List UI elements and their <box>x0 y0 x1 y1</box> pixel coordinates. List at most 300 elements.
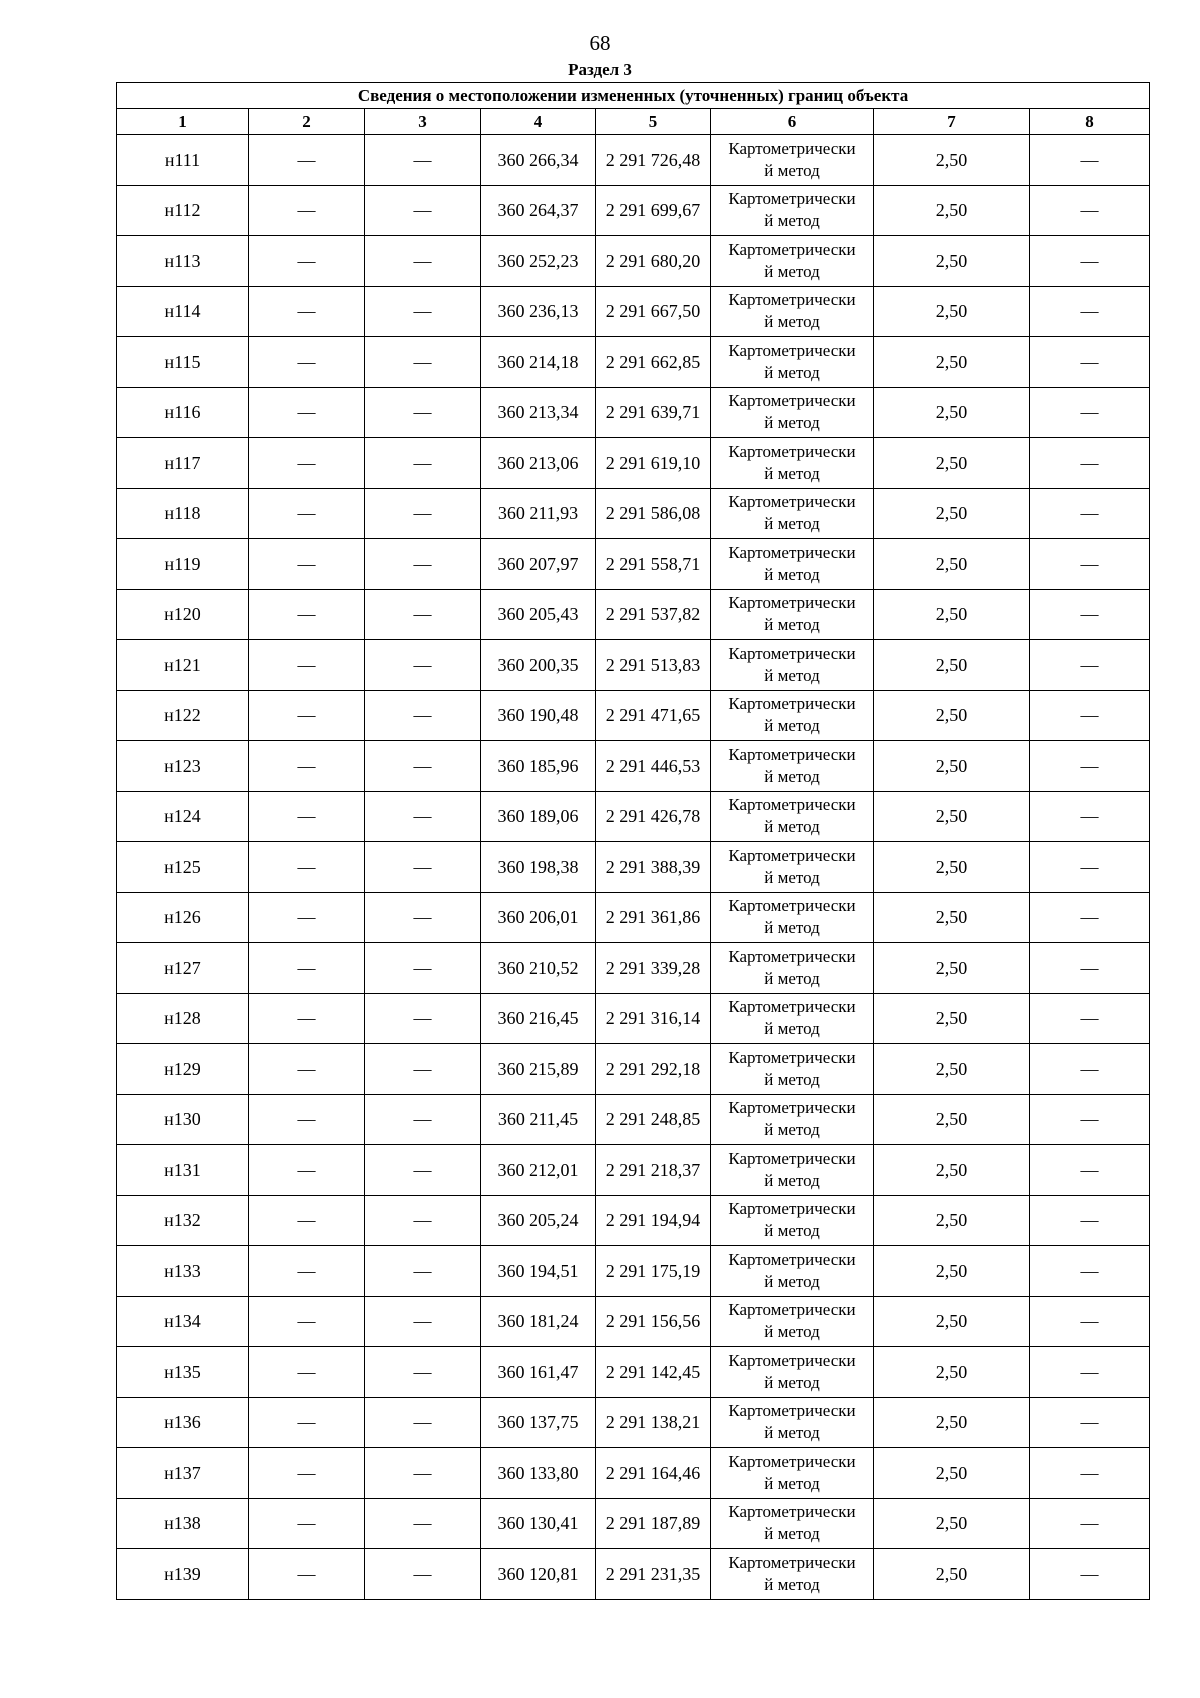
empty-cell: — <box>365 337 481 388</box>
method-line-1: Картометрически <box>728 391 856 411</box>
coordinate-y-cell: 2 291 138,21 <box>596 1397 711 1448</box>
accuracy-cell: 2,50 <box>874 135 1030 186</box>
empty-cell: — <box>365 286 481 337</box>
section-title: Раздел 3 <box>568 60 632 79</box>
coordinate-y-cell: 2 291 142,45 <box>596 1347 711 1398</box>
method-line-2: й метод <box>764 514 820 534</box>
empty-cell: — <box>249 791 365 842</box>
method-cell <box>711 640 874 691</box>
empty-cell: — <box>249 589 365 640</box>
method-cell <box>711 539 874 590</box>
method-line-2: й метод <box>764 1423 820 1443</box>
coordinate-x-cell: 360 213,34 <box>481 387 596 438</box>
method-cell <box>711 741 874 792</box>
empty-cell: — <box>365 1094 481 1145</box>
point-cell: н117 <box>117 438 249 489</box>
empty-cell: — <box>1030 791 1150 842</box>
coordinate-x-cell: 360 266,34 <box>481 135 596 186</box>
column-number: 5 <box>596 109 711 135</box>
column-number: 3 <box>365 109 481 135</box>
method-line-2: й метод <box>764 160 820 180</box>
empty-cell: — <box>1030 943 1150 994</box>
method-line-2: й метод <box>764 261 820 281</box>
method-line-2: й метод <box>764 1170 820 1190</box>
coordinate-x-cell: 360 210,52 <box>481 943 596 994</box>
accuracy-cell: 2,50 <box>874 1145 1030 1196</box>
empty-cell: — <box>365 438 481 489</box>
coordinate-x-cell: 360 181,24 <box>481 1296 596 1347</box>
empty-cell: — <box>1030 842 1150 893</box>
table-row <box>117 1145 1150 1196</box>
method-cell <box>711 791 874 842</box>
accuracy-cell: 2,50 <box>874 337 1030 388</box>
coordinate-x-cell: 360 215,89 <box>481 1044 596 1095</box>
empty-cell: — <box>249 286 365 337</box>
coordinate-y-cell: 2 291 187,89 <box>596 1498 711 1549</box>
table-row <box>117 791 1150 842</box>
table-row <box>117 539 1150 590</box>
accuracy-cell: 2,50 <box>874 1397 1030 1448</box>
empty-cell: — <box>1030 236 1150 287</box>
point-cell: н138 <box>117 1498 249 1549</box>
empty-cell: — <box>365 135 481 186</box>
method-line-1: Картометрически <box>728 795 856 815</box>
empty-cell: — <box>249 1094 365 1145</box>
point-cell: н125 <box>117 842 249 893</box>
point-cell: н128 <box>117 993 249 1044</box>
empty-cell: — <box>365 1246 481 1297</box>
table-row <box>117 236 1150 287</box>
empty-cell: — <box>365 993 481 1044</box>
empty-cell: — <box>365 1397 481 1448</box>
method-cell <box>711 1296 874 1347</box>
method-cell <box>711 1347 874 1398</box>
empty-cell: — <box>1030 438 1150 489</box>
table-row <box>117 387 1150 438</box>
table-row <box>117 337 1150 388</box>
empty-cell: — <box>249 387 365 438</box>
method-line-2: й метод <box>764 1019 820 1039</box>
method-line-2: й метод <box>764 211 820 231</box>
coordinate-x-cell: 360 189,06 <box>481 791 596 842</box>
accuracy-cell: 2,50 <box>874 236 1030 287</box>
method-line-1: Картометрически <box>728 694 856 714</box>
point-cell: н124 <box>117 791 249 842</box>
accuracy-cell: 2,50 <box>874 943 1030 994</box>
coordinate-y-cell: 2 291 537,82 <box>596 589 711 640</box>
method-line-1: Картометрически <box>728 441 856 461</box>
coordinate-y-cell: 2 291 558,71 <box>596 539 711 590</box>
empty-cell: — <box>249 842 365 893</box>
coordinate-y-cell: 2 291 194,94 <box>596 1195 711 1246</box>
empty-cell: — <box>365 1044 481 1095</box>
point-cell: н135 <box>117 1347 249 1398</box>
method-cell <box>711 1448 874 1499</box>
method-line-1: Картометрически <box>728 542 856 562</box>
empty-cell: — <box>249 1549 365 1600</box>
coordinate-y-cell: 2 291 726,48 <box>596 135 711 186</box>
accuracy-cell: 2,50 <box>874 640 1030 691</box>
accuracy-cell: 2,50 <box>874 1347 1030 1398</box>
table-row <box>117 640 1150 691</box>
empty-cell: — <box>249 185 365 236</box>
method-line-1: Картометрически <box>728 189 856 209</box>
empty-cell: — <box>249 1347 365 1398</box>
table-row <box>117 1094 1150 1145</box>
accuracy-cell: 2,50 <box>874 1195 1030 1246</box>
empty-cell: — <box>249 892 365 943</box>
method-cell <box>711 1549 874 1600</box>
empty-cell: — <box>365 741 481 792</box>
method-cell <box>711 892 874 943</box>
method-cell <box>711 337 874 388</box>
table-row <box>117 1296 1150 1347</box>
method-line-1: Картометрически <box>728 1401 856 1421</box>
coordinate-x-cell: 360 194,51 <box>481 1246 596 1297</box>
coordinate-x-cell: 360 216,45 <box>481 993 596 1044</box>
empty-cell: — <box>365 1145 481 1196</box>
table-row <box>117 1448 1150 1499</box>
coordinate-x-cell: 360 236,13 <box>481 286 596 337</box>
method-line-1: Картометрически <box>728 997 856 1017</box>
empty-cell: — <box>249 943 365 994</box>
point-cell: н127 <box>117 943 249 994</box>
empty-cell: — <box>249 438 365 489</box>
point-cell: н133 <box>117 1246 249 1297</box>
coordinate-y-cell: 2 291 639,71 <box>596 387 711 438</box>
empty-cell: — <box>1030 690 1150 741</box>
empty-cell: — <box>249 1397 365 1448</box>
point-cell: н132 <box>117 1195 249 1246</box>
method-cell <box>711 1498 874 1549</box>
column-number: 1 <box>117 109 249 135</box>
empty-cell: — <box>365 842 481 893</box>
column-number: 8 <box>1030 109 1150 135</box>
method-line-1: Картометрически <box>728 340 856 360</box>
point-cell: н115 <box>117 337 249 388</box>
table-row <box>117 1397 1150 1448</box>
column-number: 4 <box>481 109 596 135</box>
method-line-1: Картометрически <box>728 946 856 966</box>
coordinate-y-cell: 2 291 513,83 <box>596 640 711 691</box>
point-cell: н139 <box>117 1549 249 1600</box>
empty-cell: — <box>1030 892 1150 943</box>
empty-cell: — <box>365 791 481 842</box>
table-row <box>117 1347 1150 1398</box>
coordinate-y-cell: 2 291 218,37 <box>596 1145 711 1196</box>
coordinate-y-cell: 2 291 680,20 <box>596 236 711 287</box>
coordinate-y-cell: 2 291 316,14 <box>596 993 711 1044</box>
point-cell: н131 <box>117 1145 249 1196</box>
empty-cell: — <box>365 387 481 438</box>
method-line-2: й метод <box>764 1524 820 1544</box>
point-cell: н123 <box>117 741 249 792</box>
coordinate-x-cell: 360 206,01 <box>481 892 596 943</box>
empty-cell: — <box>1030 1195 1150 1246</box>
empty-cell: — <box>249 1448 365 1499</box>
point-cell: н114 <box>117 286 249 337</box>
method-line-2: й метод <box>764 413 820 433</box>
coordinate-y-cell: 2 291 471,65 <box>596 690 711 741</box>
empty-cell: — <box>249 337 365 388</box>
empty-cell: — <box>365 1549 481 1600</box>
coordinate-x-cell: 360 213,06 <box>481 438 596 489</box>
coordinate-y-cell: 2 291 586,08 <box>596 488 711 539</box>
method-line-1: Картометрически <box>728 1350 856 1370</box>
method-line-2: й метод <box>764 1322 820 1342</box>
point-cell: н137 <box>117 1448 249 1499</box>
coordinate-x-cell: 360 185,96 <box>481 741 596 792</box>
point-cell: н113 <box>117 236 249 287</box>
method-line-2: й метод <box>764 1473 820 1493</box>
coordinate-x-cell: 360 205,43 <box>481 589 596 640</box>
column-number: 2 <box>249 109 365 135</box>
method-line-2: й метод <box>764 817 820 837</box>
coordinate-y-cell: 2 291 388,39 <box>596 842 711 893</box>
empty-cell: — <box>365 236 481 287</box>
column-number-row <box>117 109 1150 135</box>
table-row <box>117 993 1150 1044</box>
coordinate-y-cell: 2 291 248,85 <box>596 1094 711 1145</box>
point-cell: н116 <box>117 387 249 438</box>
empty-cell: — <box>1030 488 1150 539</box>
method-line-2: й метод <box>764 362 820 382</box>
table-row <box>117 185 1150 236</box>
coordinate-x-cell: 360 211,45 <box>481 1094 596 1145</box>
table-row <box>117 135 1150 186</box>
accuracy-cell: 2,50 <box>874 488 1030 539</box>
method-line-2: й метод <box>764 665 820 685</box>
method-line-2: й метод <box>764 615 820 635</box>
empty-cell: — <box>1030 1397 1150 1448</box>
empty-cell: — <box>249 741 365 792</box>
empty-cell: — <box>1030 337 1150 388</box>
method-cell <box>711 1397 874 1448</box>
empty-cell: — <box>249 690 365 741</box>
empty-cell: — <box>249 1195 365 1246</box>
method-line-2: й метод <box>764 766 820 786</box>
coordinate-x-cell: 360 214,18 <box>481 337 596 388</box>
table-row <box>117 488 1150 539</box>
method-line-1: Картометрически <box>728 643 856 663</box>
method-cell <box>711 488 874 539</box>
empty-cell: — <box>1030 1145 1150 1196</box>
accuracy-cell: 2,50 <box>874 1549 1030 1600</box>
empty-cell: — <box>1030 1246 1150 1297</box>
empty-cell: — <box>249 236 365 287</box>
empty-cell: — <box>1030 640 1150 691</box>
coordinate-x-cell: 360 190,48 <box>481 690 596 741</box>
method-line-1: Картометрически <box>728 1148 856 1168</box>
empty-cell: — <box>1030 993 1150 1044</box>
coordinate-x-cell: 360 120,81 <box>481 1549 596 1600</box>
method-line-2: й метод <box>764 1069 820 1089</box>
method-line-1: Картометрически <box>728 1249 856 1269</box>
empty-cell: — <box>365 1448 481 1499</box>
method-line-2: й метод <box>764 867 820 887</box>
accuracy-cell: 2,50 <box>874 539 1030 590</box>
empty-cell: — <box>365 589 481 640</box>
empty-cell: — <box>365 1296 481 1347</box>
empty-cell: — <box>365 1347 481 1398</box>
coordinate-y-cell: 2 291 156,56 <box>596 1296 711 1347</box>
empty-cell: — <box>365 690 481 741</box>
method-line-2: й метод <box>764 1271 820 1291</box>
table-row <box>117 690 1150 741</box>
accuracy-cell: 2,50 <box>874 589 1030 640</box>
coordinate-x-cell: 360 211,93 <box>481 488 596 539</box>
empty-cell: — <box>249 1246 365 1297</box>
coordinate-x-cell: 360 200,35 <box>481 640 596 691</box>
coordinate-x-cell: 360 161,47 <box>481 1347 596 1398</box>
method-line-2: й метод <box>764 1120 820 1140</box>
empty-cell: — <box>249 640 365 691</box>
empty-cell: — <box>1030 1549 1150 1600</box>
method-cell <box>711 135 874 186</box>
empty-cell: — <box>1030 1498 1150 1549</box>
coordinate-y-cell: 2 291 619,10 <box>596 438 711 489</box>
method-line-2: й метод <box>764 1574 820 1594</box>
table-row <box>117 741 1150 792</box>
empty-cell: — <box>365 892 481 943</box>
point-cell: н121 <box>117 640 249 691</box>
method-cell <box>711 589 874 640</box>
accuracy-cell: 2,50 <box>874 286 1030 337</box>
empty-cell: — <box>1030 135 1150 186</box>
coordinate-x-cell: 360 198,38 <box>481 842 596 893</box>
coordinates-table <box>116 82 1150 1600</box>
empty-cell: — <box>365 943 481 994</box>
table-row <box>117 1549 1150 1600</box>
table-row <box>117 589 1150 640</box>
accuracy-cell: 2,50 <box>874 185 1030 236</box>
point-cell: н126 <box>117 892 249 943</box>
accuracy-cell: 2,50 <box>874 387 1030 438</box>
method-line-1: Картометрически <box>728 1098 856 1118</box>
empty-cell: — <box>249 1044 365 1095</box>
coordinate-y-cell: 2 291 292,18 <box>596 1044 711 1095</box>
coordinate-y-cell: 2 291 426,78 <box>596 791 711 842</box>
accuracy-cell: 2,50 <box>874 1094 1030 1145</box>
coordinate-y-cell: 2 291 361,86 <box>596 892 711 943</box>
page-number: 68 <box>589 31 611 55</box>
coordinate-y-cell: 2 291 667,50 <box>596 286 711 337</box>
method-cell <box>711 438 874 489</box>
method-line-1: Картометрически <box>728 1199 856 1219</box>
method-cell <box>711 943 874 994</box>
method-line-1: Картометрически <box>728 744 856 764</box>
method-cell <box>711 286 874 337</box>
coordinate-x-cell: 360 133,80 <box>481 1448 596 1499</box>
accuracy-cell: 2,50 <box>874 892 1030 943</box>
accuracy-cell: 2,50 <box>874 1296 1030 1347</box>
empty-cell: — <box>1030 1296 1150 1347</box>
table-row <box>117 1044 1150 1095</box>
point-cell: н136 <box>117 1397 249 1448</box>
coordinate-y-cell: 2 291 231,35 <box>596 1549 711 1600</box>
method-cell <box>711 1145 874 1196</box>
empty-cell: — <box>1030 741 1150 792</box>
empty-cell: — <box>365 185 481 236</box>
table-row <box>117 1195 1150 1246</box>
method-line-1: Картометрически <box>728 1300 856 1320</box>
coordinate-x-cell: 360 137,75 <box>481 1397 596 1448</box>
point-cell: н111 <box>117 135 249 186</box>
empty-cell: — <box>249 993 365 1044</box>
method-line-1: Картометрически <box>728 896 856 916</box>
method-cell <box>711 1195 874 1246</box>
empty-cell: — <box>1030 1094 1150 1145</box>
empty-cell: — <box>1030 387 1150 438</box>
method-line-1: Картометрически <box>728 1502 856 1522</box>
empty-cell: — <box>249 539 365 590</box>
empty-cell: — <box>249 135 365 186</box>
accuracy-cell: 2,50 <box>874 741 1030 792</box>
empty-cell: — <box>365 1195 481 1246</box>
coordinate-y-cell: 2 291 164,46 <box>596 1448 711 1499</box>
table-row <box>117 892 1150 943</box>
point-cell: н118 <box>117 488 249 539</box>
point-cell: н129 <box>117 1044 249 1095</box>
method-line-2: й метод <box>764 1372 820 1392</box>
empty-cell: — <box>365 640 481 691</box>
table-row <box>117 286 1150 337</box>
accuracy-cell: 2,50 <box>874 1448 1030 1499</box>
method-line-1: Картометрически <box>728 1451 856 1471</box>
method-line-1: Картометрически <box>728 138 856 158</box>
table-row <box>117 1246 1150 1297</box>
method-line-2: й метод <box>764 312 820 332</box>
table-caption-row <box>117 83 1150 109</box>
accuracy-cell: 2,50 <box>874 690 1030 741</box>
method-line-1: Картометрически <box>728 593 856 613</box>
coordinate-y-cell: 2 291 699,67 <box>596 185 711 236</box>
coordinate-y-cell: 2 291 339,28 <box>596 943 711 994</box>
empty-cell: — <box>1030 1347 1150 1398</box>
accuracy-cell: 2,50 <box>874 791 1030 842</box>
method-line-2: й метод <box>764 463 820 483</box>
coordinate-y-cell: 2 291 662,85 <box>596 337 711 388</box>
method-line-1: Картометрически <box>728 1552 856 1572</box>
empty-cell: — <box>1030 286 1150 337</box>
accuracy-cell: 2,50 <box>874 438 1030 489</box>
method-cell <box>711 690 874 741</box>
point-cell: н120 <box>117 589 249 640</box>
empty-cell: — <box>1030 185 1150 236</box>
method-line-1: Картометрически <box>728 492 856 512</box>
table-caption: Сведения о местоположении измененных (уточненных) границ объекта <box>117 83 1150 109</box>
coordinate-y-cell: 2 291 446,53 <box>596 741 711 792</box>
method-cell <box>711 1094 874 1145</box>
method-cell <box>711 1246 874 1297</box>
empty-cell: — <box>365 1498 481 1549</box>
empty-cell: — <box>1030 539 1150 590</box>
coordinate-x-cell: 360 130,41 <box>481 1498 596 1549</box>
point-cell: н134 <box>117 1296 249 1347</box>
column-number: 7 <box>874 109 1030 135</box>
method-cell <box>711 185 874 236</box>
point-cell: н119 <box>117 539 249 590</box>
point-cell: н122 <box>117 690 249 741</box>
coordinate-x-cell: 360 264,37 <box>481 185 596 236</box>
coordinate-x-cell: 360 212,01 <box>481 1145 596 1196</box>
accuracy-cell: 2,50 <box>874 842 1030 893</box>
table-row <box>117 1498 1150 1549</box>
empty-cell: — <box>249 488 365 539</box>
accuracy-cell: 2,50 <box>874 1044 1030 1095</box>
method-cell <box>711 236 874 287</box>
method-cell <box>711 387 874 438</box>
